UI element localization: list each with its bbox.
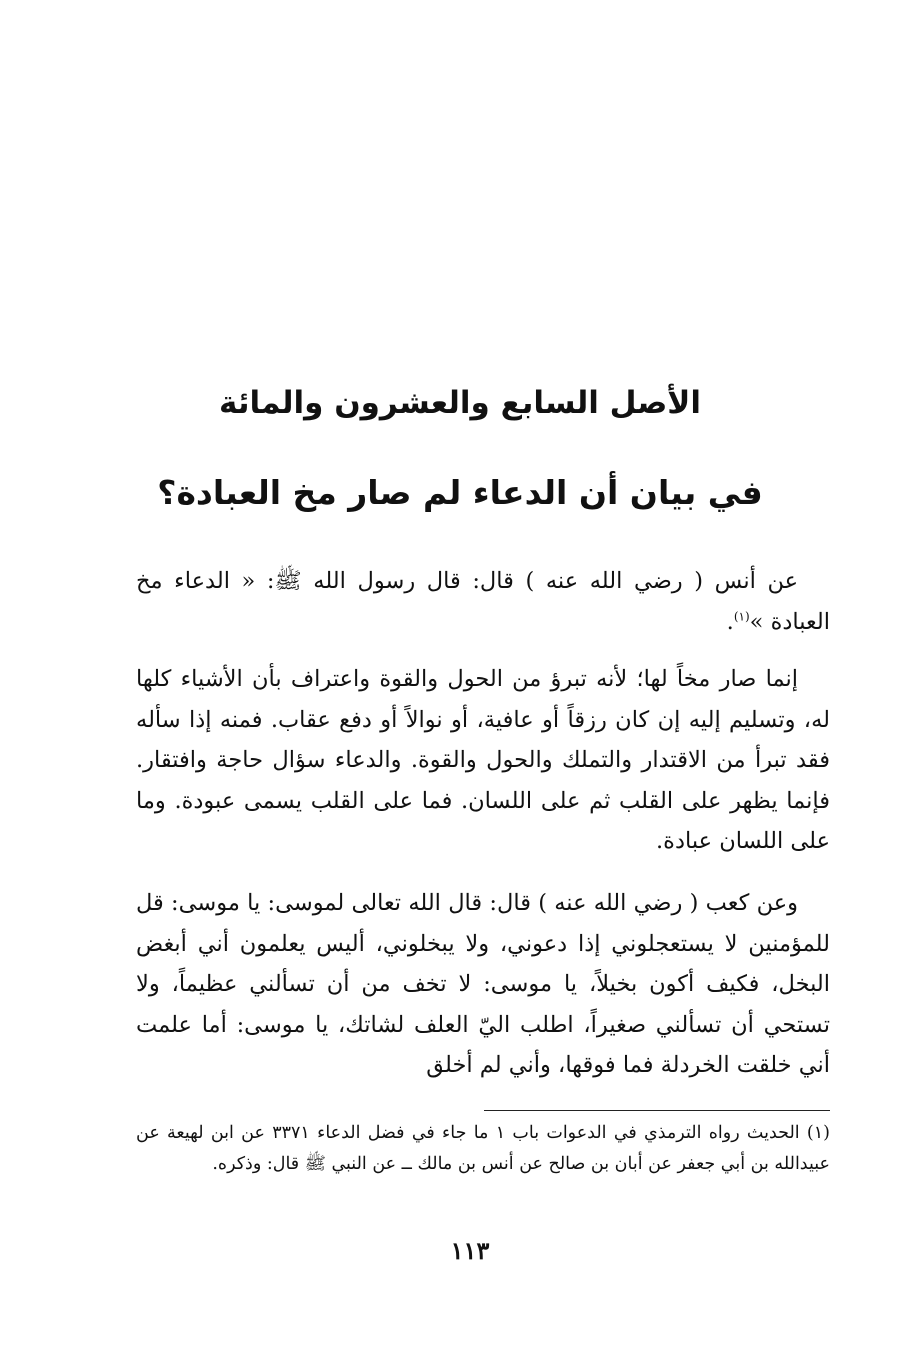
footnote: (١) الحديث رواه الترمذي في الدعوات باب ١ ما جاء في فضل الدعاء ٣٣٧١ عن ابن لهيعة عن عبيدالله بن أبي جعفر عن أبان بن صالح عن أنس بن مالك ــ عن النبي ﷺ قال: وذكره. — [136, 1123, 830, 1174]
paragraph-kaab: وعن كعب ( رضي الله عنه ) قال: قال الله تعالى لموسى: يا موسى: قل للمؤمنين لا يستعجلوني إذا دعوني، ولا يبخلوني، أليس يعلمون أني أبغض البخل، فكيف أكون بخيلاً، يا موسى: لا تخف من أن تسألني عظيماً، ولا تستحي أن تسألني صغيراً، اطلب اليّ العلف لشاتك، يا موسى: أما علمت أني خلقت الخردلة فما فوقها، وأني لم أخلق — [136, 890, 830, 1078]
chapter-subtitle: في بيان أن الدعاء لم صار مخ العبادة؟ — [157, 473, 763, 512]
page-number: ١١٣ — [450, 1236, 490, 1265]
paragraph-explanation: إنما صار مخاً لها؛ لأنه تبرؤ من الحول والقوة واعتراف بأن الأشياء كلها له، وتسليم إليه إن كان رزقاً أو عافية، أو نوالاً أو دفع عقاب. فمنه إذا سأله فقد تبرأ من الاقتدار والتملك والحول والقوة. والدعاء سؤال حاجة وافتقار. فإنما يظهر على القلب ثم على اللسان. فما على القلب يسمى عبودة. وما على اللسان عبادة. — [136, 666, 830, 854]
paragraph-hadith: عن أنس ( رضي الله عنه ) قال: قال رسول الله ﷺ: « الدعاء مخ العبادة »$^{(١)}$. — [136, 568, 830, 635]
footnote-divider — [484, 1110, 830, 1111]
paragraph-text: عن أنس ( رضي الله عنه ) قال: قال رسول الله ﷺ: « الدعاء مخ العبادة » — [136, 568, 830, 635]
footnote-reference: (١) — [733, 609, 750, 623]
chapter-title: الأصل السابع والعشرون والمائة — [219, 385, 701, 421]
